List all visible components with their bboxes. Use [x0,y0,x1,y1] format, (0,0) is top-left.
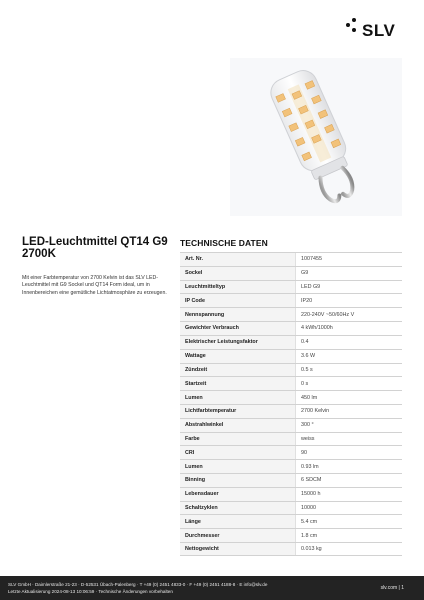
table-row [180,487,402,501]
spec-value: G9 [295,267,402,280]
table-row [180,390,402,404]
footer-site-page: slv.com | 1 [380,585,404,591]
logo-dot-icon [352,18,356,22]
technical-data-table [180,252,402,556]
spec-value: 0.93 lm [295,460,402,473]
spec-label: Lebensdauer [180,488,295,501]
bulb-image-icon [230,58,402,216]
spec-label: Wattage [180,350,295,363]
spec-value: 2700 Kelvin [295,405,402,418]
spec-value: 1.8 cm [295,529,402,542]
spec-value: 90 [295,446,402,459]
spec-label: Lichtfarbtemperatur [180,405,295,418]
page-footer [0,576,424,600]
spec-label: Lumen [180,391,295,404]
spec-label: Leuchtmitteltyp [180,281,295,294]
spec-label: Nettogewicht [180,543,295,555]
spec-value: LED G9 [295,281,402,294]
table-row [180,501,402,515]
spec-label: Elektrischer Leistungsfaktor [180,336,295,349]
spec-value: 4 kWh/1000h [295,322,402,335]
table-row [180,404,402,418]
spec-label: IP Code [180,294,295,307]
table-row [180,528,402,542]
table-row [180,542,402,556]
spec-value: 6 SDCM [295,474,402,487]
spec-label: Lumen [180,460,295,473]
spec-value: 15000 h [295,488,402,501]
footer-contact [8,581,267,595]
table-row [180,266,402,280]
table-row [180,252,402,266]
spec-label: Schaltzyklen [180,502,295,515]
spec-value: 450 lm [295,391,402,404]
table-row [180,280,402,294]
spec-value: 0.5 s [295,364,402,377]
table-row [180,349,402,363]
table-row [180,293,402,307]
spec-label: Sockel [180,267,295,280]
spec-value: 0 s [295,377,402,390]
table-row [180,335,402,349]
spec-value: 10000 [295,502,402,515]
footer-address: SLV GmbH · Daimlerstraße 21-23 · D-52531 Übach-Palenberg · T +49 (0) 2451 4833-0 · F +49 (0) 2451 4188-8 · E info@slv.de [8,582,268,587]
table-row [180,514,402,528]
logo-dot-icon [352,28,356,32]
table-row [180,307,402,321]
spec-value: 220-240V ~50/60Hz V [295,308,402,321]
slv-logo [344,18,404,44]
spec-value: 0.013 kg [295,543,402,555]
table-row [180,432,402,446]
spec-value: 3.6 W [295,350,402,363]
product-description: Mit einer Farbtemperatur von 2700 Kelvin ist das SLV LED-Leuchtmittel mit G9 Sockel und QT14 Form ideal, um in Innenbereichen eine gemütliche Lichtatmosphäre zu erzeugen. [22,275,167,296]
spec-label: CRI [180,446,295,459]
table-row [180,321,402,335]
spec-label: Gewichter Verbrauch [180,322,295,335]
spec-value: IP20 [295,294,402,307]
spec-value: 0.4 [295,336,402,349]
spec-label: Binning [180,474,295,487]
spec-label: Abstrahlwinkel [180,419,295,432]
logo-dot-icon [346,23,350,27]
table-row [180,363,402,377]
spec-value: 300 ° [295,419,402,432]
spec-label: Nennspannung [180,308,295,321]
table-row [180,459,402,473]
spec-label: Farbe [180,433,295,446]
table-row [180,473,402,487]
spec-label: Zündzeit [180,364,295,377]
table-row [180,445,402,459]
spec-label: Länge [180,515,295,528]
spec-label: Startzeit [180,377,295,390]
footer-update-note: Letzte Aktualisierung 2024-08-13 10:06:59 · Technische Änderungen vorbehalten [8,589,173,594]
table-row [180,418,402,432]
spec-value: 1007455 [295,253,402,266]
product-title: LED-Leuchtmittel QT14 G9 2700K [22,236,168,260]
section-title-technical-data: TECHNISCHE DATEN [180,238,268,248]
spec-value: 5.4 cm [295,515,402,528]
logo-wordmark: SLV [362,21,396,40]
spec-label: Art. Nr. [180,253,295,266]
table-row [180,376,402,390]
spec-value: weiss [295,433,402,446]
spec-label: Durchmesser [180,529,295,542]
product-image [230,58,402,216]
